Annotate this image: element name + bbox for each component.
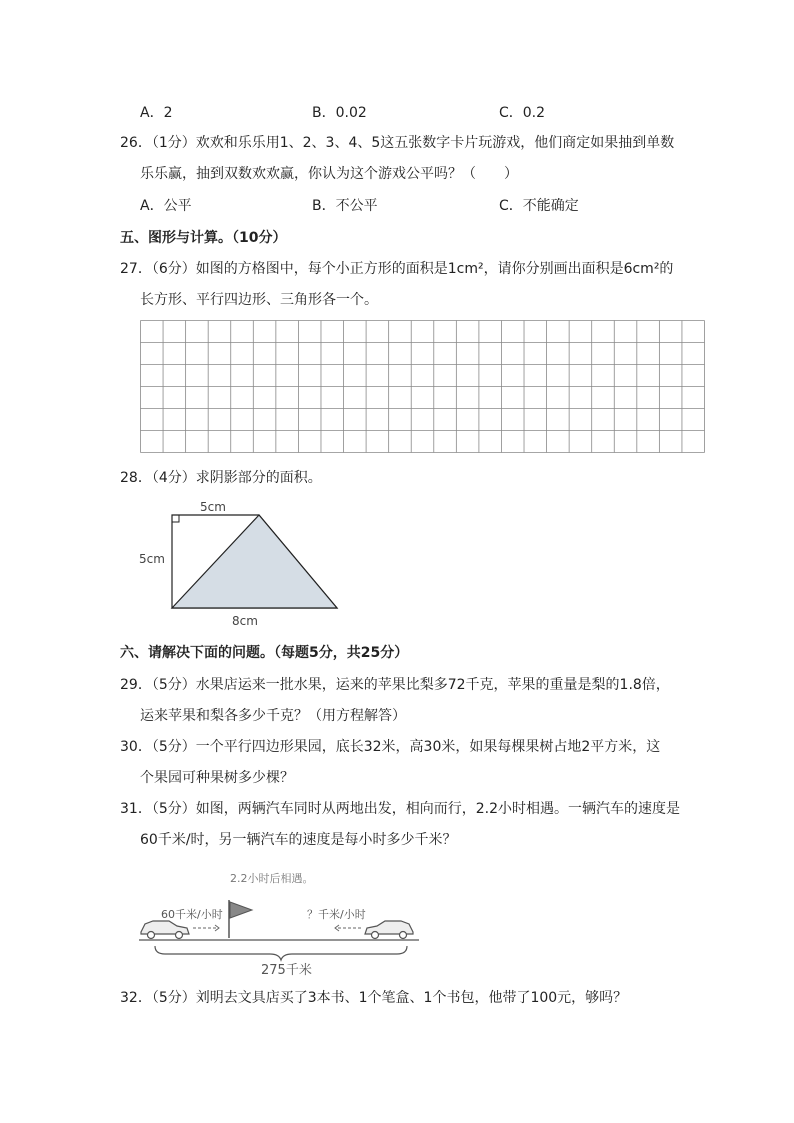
q31-text-line1: 31．（5分）如图，两辆汽车同时从两地出发，相向而行，2.2小时相遇。一辆汽车的速度是 xyxy=(120,801,680,817)
right-car-icon xyxy=(365,921,413,939)
distance-brace xyxy=(155,946,407,960)
label-left-5cm: 5cm xyxy=(139,552,165,566)
left-arrow-icon xyxy=(193,925,219,931)
q30-text-line2: 个果园可种果树多少棵？ xyxy=(140,770,294,786)
right-arrow-icon xyxy=(335,925,361,931)
trapezoid-figure xyxy=(135,495,355,630)
q26-text-line1: 26．（1分）欢欢和乐乐用1、2、3、4、5这五张数字卡片玩游戏，他们商定如果抽到单数 xyxy=(120,135,675,151)
right-speed-label: ？千米/小时 xyxy=(307,908,366,921)
q26-option-b: B．不公平 xyxy=(312,198,378,214)
right-angle-mark xyxy=(172,515,179,522)
q25-option-a: A．2 xyxy=(140,105,173,121)
grid-paper xyxy=(140,320,705,454)
q26-text-line2: 乐乐赢，抽到双数欢欢赢，你认为这个游戏公平吗？（ ） xyxy=(140,166,518,182)
q27-text-line2: 长方形、平行四边形、三角形各一个。 xyxy=(140,292,378,308)
q27-text-line1: 27．（6分）如图的方格图中，每个小正方形的面积是1cm²，请你分别画出面积是6cm²的 xyxy=(120,261,674,277)
cars-meeting-figure xyxy=(135,866,425,978)
label-bottom-8cm: 8cm xyxy=(232,614,258,628)
label-top-5cm: 5cm xyxy=(200,500,226,514)
q31-text-line2: 60千米/时，另一辆汽车的速度是每小时多少千米？ xyxy=(140,832,457,848)
q30-text-line1: 30．（5分）一个平行四边形果园，底长32米，高30米，如果每棵果树占地2平方米，这 xyxy=(120,739,661,755)
q29-text-line2: 运来苹果和梨各多少千克？（用方程解答） xyxy=(140,708,406,724)
distance-label: 275千米 xyxy=(261,963,312,978)
q29-text-line1: 29．（5分）水果店运来一批水果，运来的苹果比梨多72千克，苹果的重量是梨的1.8倍， xyxy=(120,677,670,693)
shaded-triangle xyxy=(172,515,337,608)
left-speed-label: 60千米/小时 xyxy=(161,908,223,921)
section-6-title: 六、请解决下面的问题。（每题5分，共25分） xyxy=(120,645,409,661)
section-5-title: 五、图形与计算。（10分） xyxy=(120,230,287,246)
q26-option-a: A．公平 xyxy=(140,198,192,214)
meet-label: 2.2小时后相遇。 xyxy=(230,872,314,885)
flag-icon xyxy=(230,902,252,918)
q26-option-c: C．不能确定 xyxy=(499,198,579,214)
q25-option-b: B．0.02 xyxy=(312,105,367,121)
q28-text-line1: 28．（4分）求阴影部分的面积。 xyxy=(120,470,322,486)
left-car-icon xyxy=(141,921,189,939)
q32-text-line1: 32．（5分）刘明去文具店买了3本书、1个笔盒、1个书包，他带了100元，够吗？ xyxy=(120,990,628,1006)
q25-option-c: C．0.2 xyxy=(499,105,546,121)
